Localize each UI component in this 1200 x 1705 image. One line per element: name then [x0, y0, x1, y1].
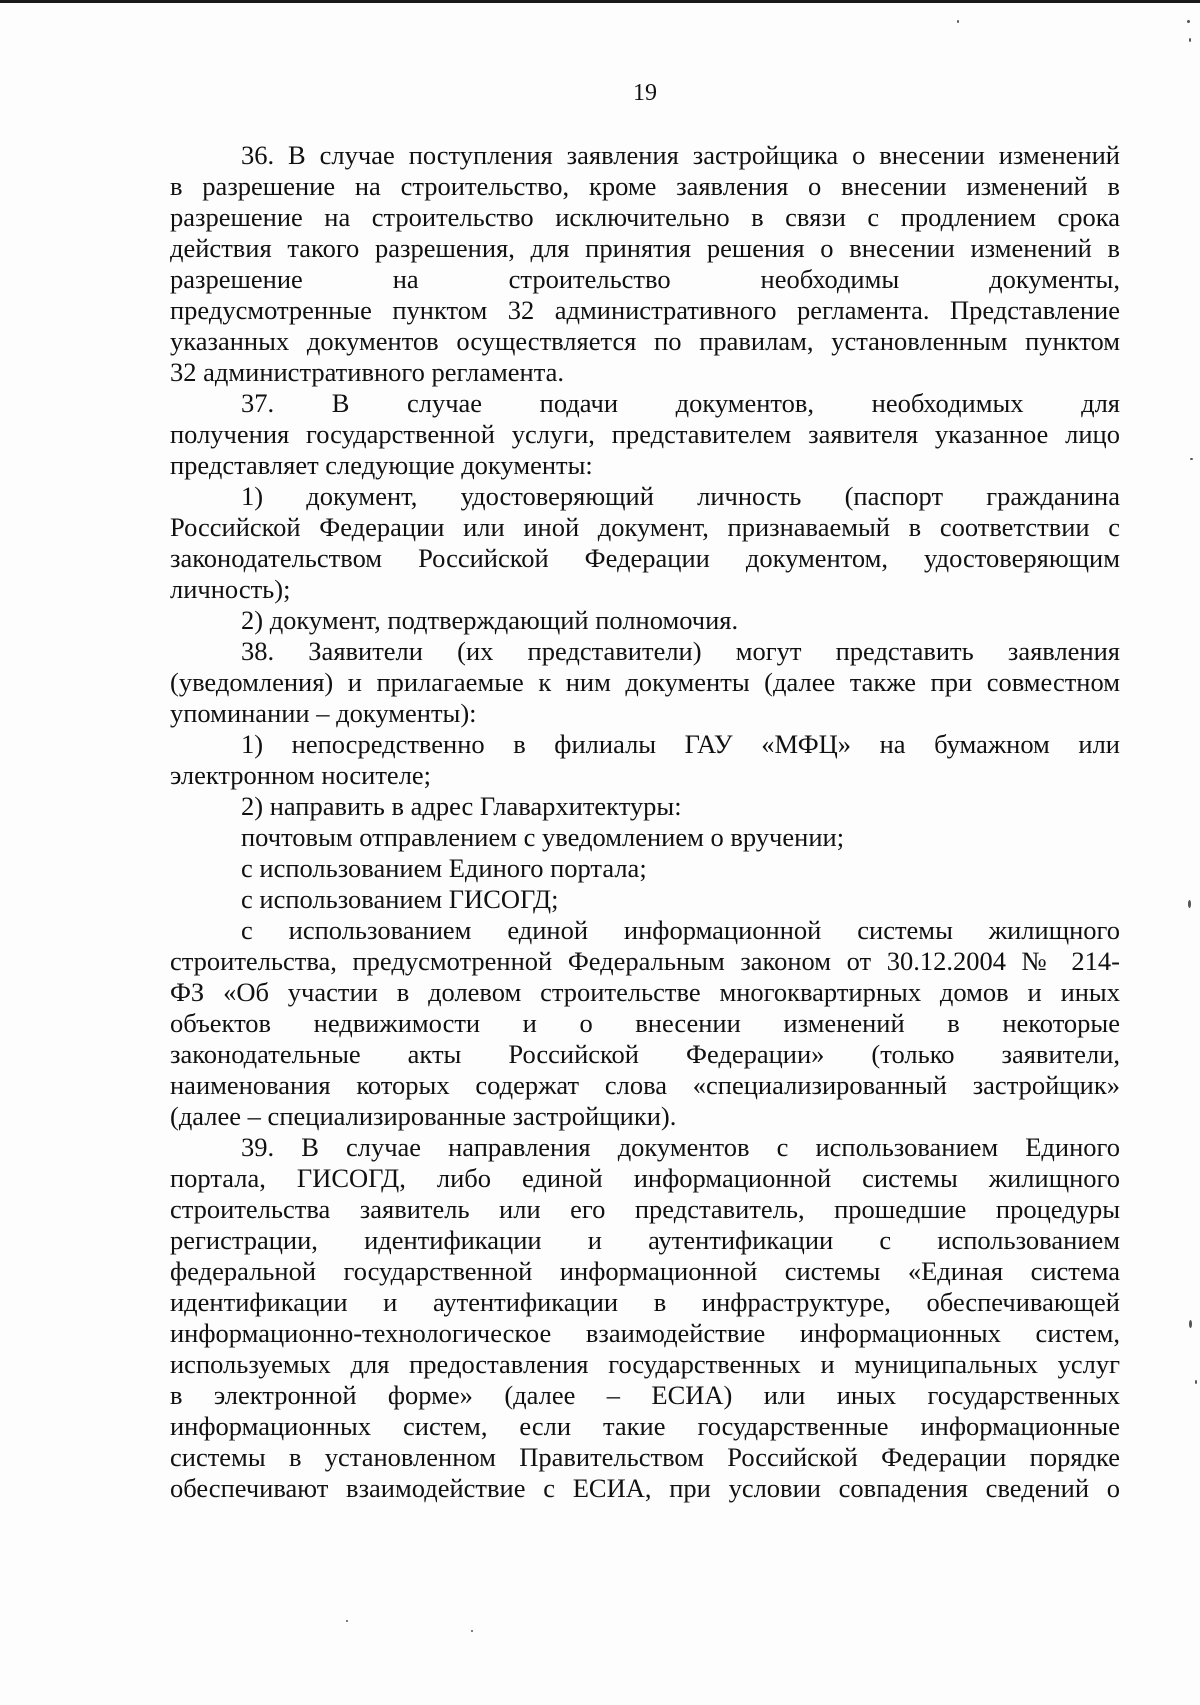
text-line: с использованием единой информационной системы жилищного	[241, 915, 1120, 945]
text-line: Российской Федерации или иной документ, признаваемый в соответствии с	[170, 512, 1120, 542]
scan-speck	[1190, 458, 1193, 460]
text-line: используемых для предоставления государственных и муниципальных услуг	[170, 1349, 1120, 1379]
scan-speck	[471, 1630, 473, 1632]
text-line: действия такого разрешения, для принятия решения о внесении изменений в	[170, 233, 1120, 263]
text-line: разрешение на строительство необходимы документы,	[170, 264, 1120, 294]
text-line: наименования которых содержат слова «специализированный застройщик»	[170, 1070, 1120, 1100]
text-line: информационно-технологическое взаимодействие информационных систем,	[170, 1318, 1120, 1348]
scan-speck	[1189, 1320, 1192, 1328]
text-line: системы в установленном Правительством Российской Федерации порядке	[170, 1442, 1120, 1472]
text-line: представляет следующие документы:	[170, 450, 593, 480]
text-line: (уведомления) и прилагаемые к ним документы (далее также при совместном	[170, 667, 1120, 697]
text-line: электронном носителе;	[170, 760, 432, 790]
text-line: личность);	[170, 574, 291, 604]
scan-speck	[346, 1620, 348, 1622]
scan-speck	[1187, 20, 1190, 23]
text-line: портала, ГИСОГД, либо единой информационной системы жилищного	[170, 1163, 1120, 1193]
text-line: законодательством Российской Федерации документом, удостоверяющим	[170, 543, 1120, 573]
text-line: 37. В случае подачи документов, необходимых для	[241, 388, 1120, 418]
text-line: 1) непосредственно в филиалы ГАУ «МФЦ» на бумажном или	[241, 729, 1120, 759]
text-line: (далее – специализированные застройщики).	[170, 1101, 677, 1131]
text-line: в разрешение на строительство, кроме заявления о внесении изменений в	[170, 171, 1120, 201]
text-line: федеральной государственной информационной системы «Единая система	[170, 1256, 1120, 1286]
text-line: законодательные акты Российской Федерации» (только заявители,	[170, 1039, 1120, 1069]
text-line: 38. Заявители (их представители) могут представить заявления	[241, 636, 1120, 666]
scan-speck	[1189, 38, 1191, 42]
text-line: 2) документ, подтверждающий полномочия.	[241, 605, 739, 635]
text-line: 36. В случае поступления заявления застройщика о внесении изменений	[241, 140, 1120, 170]
text-line: разрешение на строительство исключительно в связи с продлением срока	[170, 202, 1120, 232]
page-number: 19	[633, 80, 657, 106]
text-line: с использованием Единого портала;	[241, 853, 647, 883]
text-line: получения государственной услуги, представителем заявителя указанное лицо	[170, 419, 1120, 449]
text-line: 39. В случае направления документов с использованием Единого	[241, 1132, 1120, 1162]
text-line: в электронной форме» (далее – ЕСИА) или иных государственных	[170, 1380, 1120, 1410]
text-line: указанных документов осуществляется по правилам, установленным пунктом	[170, 326, 1120, 356]
scan-speck	[1188, 900, 1191, 908]
text-line: объектов недвижимости и о внесении изменений в некоторые	[170, 1008, 1120, 1038]
text-line: строительства, предусмотренной Федеральным законом от 30.12.2004 № 214-	[170, 946, 1120, 976]
text-line: предусмотренные пунктом 32 административного регламента. Представление	[170, 295, 1120, 325]
scan-speck	[1195, 1380, 1197, 1384]
text-line: обеспечивают взаимодействие с ЕСИА, при условии совпадения сведений о	[170, 1473, 1120, 1503]
text-line: с использованием ГИСОГД;	[241, 884, 559, 914]
text-line: строительства заявитель или его представитель, прошедшие процедуры	[170, 1194, 1120, 1224]
page-top-edge	[0, 0, 1200, 3]
text-line: почтовым отправлением с уведомлением о вручении;	[241, 822, 845, 852]
text-line: упоминании – документы):	[170, 698, 477, 728]
text-line: идентификации и аутентификации в инфраструктуре, обеспечивающей	[170, 1287, 1120, 1317]
scan-speck	[957, 20, 959, 23]
text-line: ФЗ «Об участии в долевом строительстве многоквартирных домов и иных	[170, 977, 1120, 1007]
document-body	[170, 140, 1120, 1504]
text-line: информационных систем, если такие государственные информационные	[170, 1411, 1120, 1441]
text-line: 32 административного регламента.	[170, 357, 564, 387]
text-line: регистрации, идентификации и аутентификации с использованием	[170, 1225, 1120, 1255]
text-line: 2) направить в адрес Главархитектуры:	[241, 791, 682, 821]
text-line: 1) документ, удостоверяющий личность (паспорт гражданина	[241, 481, 1120, 511]
